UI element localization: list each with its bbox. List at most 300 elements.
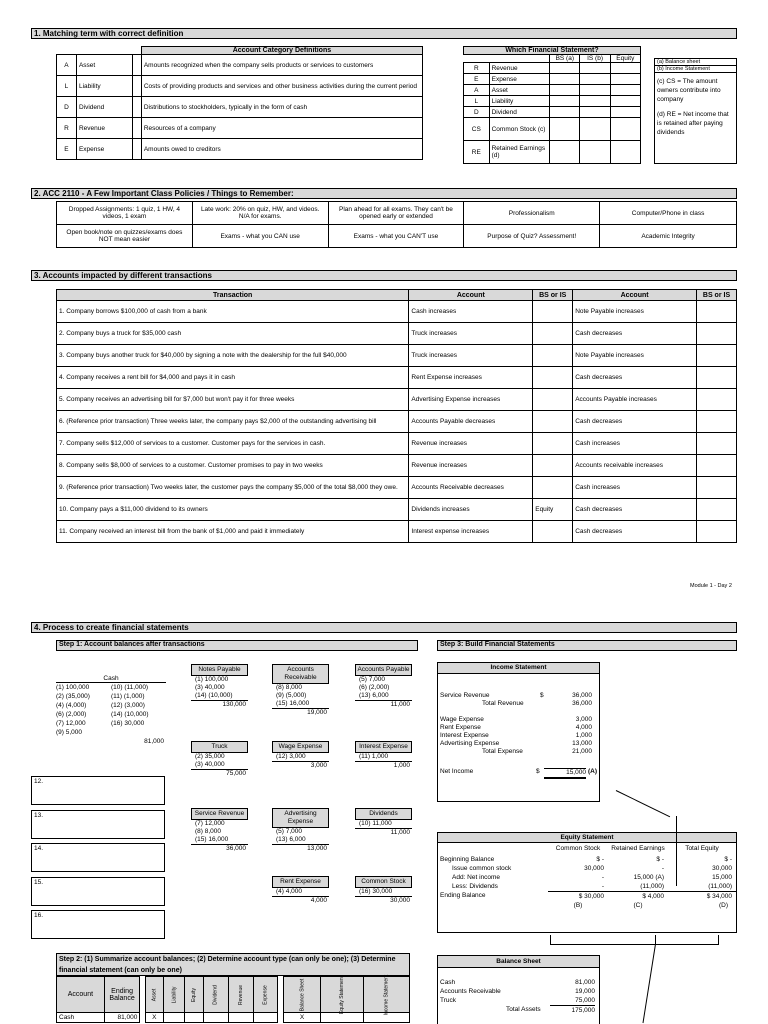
bsis-2[interactable] (697, 367, 737, 389)
cash-debit: (6) (2,000) (56, 711, 87, 718)
fs-col-equity: Equity (610, 55, 640, 63)
connector-line-a (616, 790, 670, 817)
cash-debit: (2) (35,000) (56, 693, 90, 700)
term-definition: Amounts recognized when the company sells products or services to customers (141, 55, 422, 76)
t-account-total: 11,000 (355, 828, 412, 837)
bsis-1[interactable]: Equity (533, 499, 573, 521)
blank-entry-box[interactable]: 14. (31, 843, 165, 872)
section-3-header: 3. Accounts impacted by different transactions (31, 270, 737, 281)
t-account-entry: (7) 12,000 (195, 820, 225, 827)
fs-cell[interactable] (610, 63, 640, 74)
fs-name: Dividend (489, 107, 550, 118)
policy-dropped: Dropped Assignments: 1 quiz, 1 HW, 4 videos, 1 exam (57, 202, 193, 225)
t-account-entry: (5) 7,000 (359, 676, 386, 683)
col-account-1: Account (409, 290, 533, 301)
fs-cell[interactable] (610, 107, 640, 118)
income-sign (540, 724, 548, 732)
account-1: Advertising Expense increases (409, 389, 533, 411)
fs-cell[interactable] (550, 85, 580, 96)
account-1: Cash increases (409, 301, 533, 323)
income-statement (437, 662, 600, 802)
equity-col-cs: Common Stock (555, 845, 601, 852)
t-account-title: Wage Expense (272, 741, 329, 753)
section-4-header: 4. Process to create financial statements (31, 622, 737, 633)
t-account-total: 19,000 (272, 708, 329, 717)
transaction-row (57, 433, 737, 455)
fs-code: A (464, 85, 490, 96)
balance-label: Cash (440, 979, 456, 986)
bsis-1[interactable] (533, 323, 573, 345)
equity-tag-d: (D) (718, 902, 728, 909)
income-value: 3,000 (575, 716, 592, 723)
income-tag: (A) (587, 768, 597, 775)
balance-value: 19,000 (575, 988, 595, 995)
fs-name: Liability (489, 96, 550, 107)
income-row (440, 732, 597, 740)
definition-row (57, 97, 423, 118)
definition-row (57, 139, 423, 160)
balance-label: Total Assets (506, 1006, 541, 1013)
transaction-text: 11. Company received an interest bill from the bank of $1,000 and paid it immediately (57, 521, 409, 543)
cash-total: 81,000 (144, 738, 164, 745)
income-row (440, 748, 597, 756)
equity-value: (11,000) (640, 883, 664, 890)
term-answer-blank[interactable] (132, 76, 141, 97)
term-answer-blank[interactable] (132, 55, 141, 76)
equity-title: Equity Statement (438, 833, 736, 843)
t-account (272, 876, 329, 905)
fs-row (464, 74, 641, 85)
fs-cell[interactable] (580, 74, 610, 85)
term-name: Expense (76, 139, 132, 160)
account-1: Truck increases (409, 323, 533, 345)
equity-value: 15,000 (712, 874, 732, 881)
bsis-2[interactable] (697, 345, 737, 367)
connector-to-balance (642, 944, 656, 1023)
income-sign (540, 700, 548, 708)
policy-plan: Plan ahead for all exams. They can't be opened early or extended (328, 202, 464, 225)
equity-statement (437, 832, 737, 933)
balance-title: Balance Sheet (438, 956, 599, 968)
transaction-text: 8. Company sells $8,000 of services to a customer. Customer promises to pay in two weeks (57, 455, 409, 477)
col-bsis-1: BS or IS (533, 290, 573, 301)
policy-professionalism: Professionalism (464, 202, 600, 225)
term-definition: Distributions to stockholders, typically in the form of cash (141, 97, 422, 118)
t-account-title: Notes Payable (191, 664, 248, 676)
fs-code: D (464, 107, 490, 118)
account-1: Revenue increases (409, 433, 533, 455)
income-label: Total Expense (482, 748, 523, 755)
cash-credit: (14) (10,000) (111, 711, 149, 718)
transaction-row (57, 499, 737, 521)
fs-code: RE (464, 141, 490, 164)
balance-value: 81,000 (575, 979, 595, 986)
cash-t-account (56, 674, 166, 746)
income-value: 13,000 (572, 740, 592, 747)
fs-cell[interactable] (610, 74, 640, 85)
t-account-title: Truck (191, 741, 248, 753)
transaction-row (57, 301, 737, 323)
step-1-header: Step 1: Account balances after transactions (56, 640, 418, 651)
equity-value: $ - (596, 856, 604, 863)
cash-debit: (4) (4,000) (56, 702, 87, 709)
bsis-1[interactable] (533, 433, 573, 455)
income-title: Income Statement (438, 663, 599, 674)
fs-row (464, 96, 641, 107)
income-row (440, 724, 597, 732)
term-definition: Costs of providing products and services and other business activities during the current period (141, 76, 422, 97)
fs-name: Revenue (489, 63, 550, 74)
step2-col-es: Equity Statement (321, 977, 364, 1013)
t-account (191, 808, 248, 853)
transaction-row (57, 323, 737, 345)
cash-title: Cash (56, 674, 166, 683)
fs-cell[interactable] (580, 63, 610, 74)
balance-label: Truck (440, 997, 457, 1004)
transactions-table (56, 289, 737, 543)
income-label: Rent Expense (440, 724, 481, 731)
fs-cell[interactable] (580, 107, 610, 118)
income-sign (540, 716, 548, 724)
t-account-total: 130,000 (191, 700, 248, 709)
account-1: Accounts Payable decreases (409, 411, 533, 433)
cash-credit: (16) 30,000 (111, 720, 145, 727)
term-answer-blank[interactable] (132, 139, 141, 160)
transaction-text: 5. Company receives an advertising bill for $7,000 but won't pay it for three weeks (57, 389, 409, 411)
t-account-total: 1,000 (355, 761, 412, 770)
fs-cell[interactable] (580, 118, 610, 141)
fs-cell[interactable] (580, 141, 610, 164)
t-account-entry: (14) (10,000) (195, 692, 233, 699)
bsis-1[interactable] (533, 367, 573, 389)
bsis-1[interactable] (533, 389, 573, 411)
fs-cell[interactable] (610, 118, 640, 141)
income-value: 36,000 (572, 700, 592, 707)
financial-statement-table (463, 46, 641, 164)
transaction-row (57, 411, 737, 433)
bsis-1[interactable] (533, 411, 573, 433)
blank-entry-box[interactable]: 12. (31, 776, 165, 805)
transaction-text: 6. (Reference prior transaction) Three weeks later, the company pays $2,000 of the outstanding advertising bill (57, 411, 409, 433)
t-account (272, 664, 329, 717)
step-2-header: Step 2: (1) Summarize account balances; (2) Determine account type (can only be one); (3) Determine financial statement (can only be one) (56, 953, 410, 976)
equity-row (438, 855, 736, 864)
t-account-title: Dividends (355, 808, 412, 820)
equity-row (438, 891, 736, 901)
step2-col-balance: Ending Balance (104, 977, 140, 1013)
account-1: Dividends increases (409, 499, 533, 521)
bsis-1[interactable] (533, 345, 573, 367)
transaction-text: 10. Company pays a $11,000 dividend to its owners (57, 499, 409, 521)
bsis-1[interactable] (533, 477, 573, 499)
t-account-entry: (3) 40,000 (195, 684, 225, 691)
bsis-1[interactable] (533, 301, 573, 323)
step-2-table (56, 976, 410, 1023)
fs-name: Retained Earnings (d) (489, 141, 550, 164)
cash-credit: (11) (1,000) (111, 693, 145, 700)
t-account-entry: (15) 16,000 (195, 836, 229, 843)
balance-sheet (437, 955, 600, 1024)
step2-col-asset: Asset (146, 977, 164, 1013)
fs-code: E (464, 74, 490, 85)
t-account-total: 30,000 (355, 896, 412, 905)
t-account-total: 75,000 (191, 769, 248, 778)
t-account-total: 3,000 (272, 761, 329, 770)
fs-cell[interactable] (610, 96, 640, 107)
bsis-2[interactable] (697, 477, 737, 499)
step2-col-expense: Expense (253, 977, 277, 1013)
step2-cash-asset: X (146, 1013, 164, 1023)
income-label: Wage Expense (440, 716, 484, 723)
step2-col-liability: Liability (163, 977, 185, 1013)
account-2: Accounts Payable increases (573, 389, 697, 411)
policy-purpose: Purpose of Quiz? Assessment! (464, 225, 600, 248)
connector-line-a-down (676, 816, 677, 886)
cash-debit: (1) 100,000 (56, 684, 90, 691)
account-2: Note Payable increases (573, 345, 697, 367)
account-1: Rent Expense increases (409, 367, 533, 389)
definitions-table (56, 46, 423, 160)
account-1: Revenue increases (409, 455, 533, 477)
bsis-1[interactable] (533, 521, 573, 543)
equity-value: $ 4,000 (608, 891, 668, 901)
income-label: Advertising Expense (440, 740, 500, 747)
equity-col-re: Retained Earnings (611, 845, 665, 852)
footer-label: Module 1 - Day 2 (690, 583, 732, 589)
term-name: Asset (76, 55, 132, 76)
equity-value: $ - (724, 856, 732, 863)
fs-cell[interactable] (550, 107, 580, 118)
account-2: Cash decreases (573, 367, 697, 389)
t-account-entry: (16) 30,000 (359, 888, 393, 895)
fs-col-is: IS (b) (580, 55, 610, 63)
policy-can-use: Exams - what you CAN use (192, 225, 328, 248)
bsis-2[interactable] (697, 455, 737, 477)
fs-cell[interactable] (550, 96, 580, 107)
fs-row (464, 107, 641, 118)
t-account-entry: (15) 16,000 (276, 700, 310, 707)
t-account-title: Accounts Receivable (272, 664, 329, 684)
t-account-entry: (8) 8,000 (276, 684, 303, 691)
fs-cell[interactable] (550, 63, 580, 74)
income-label: Total Revenue (482, 700, 524, 707)
blank-entry-box[interactable]: 15. (31, 877, 165, 906)
t-account-title: Rent Expense (272, 876, 329, 888)
term-name: Liability (76, 76, 132, 97)
term-answer-blank[interactable] (132, 97, 141, 118)
account-2: Cash decreases (573, 499, 697, 521)
step2-cash-bs: X (283, 1013, 321, 1023)
fs-cell[interactable] (550, 118, 580, 141)
income-sign (540, 740, 548, 748)
col-bsis-2: BS or IS (697, 290, 737, 301)
bsis-2[interactable] (697, 389, 737, 411)
col-account-2: Account (573, 290, 697, 301)
account-2: Cash increases (573, 477, 697, 499)
note-b: (b) Income Statement (655, 66, 736, 73)
t-account (272, 808, 329, 853)
connector-c (655, 935, 656, 944)
income-sign: $ (536, 768, 540, 775)
t-account-total: 13,000 (272, 844, 329, 853)
blank-entry-box[interactable]: 16. (31, 910, 165, 939)
section-2-header: 2. ACC 2110 - A Few Important Class Policies / Things to Remember: (31, 188, 737, 199)
account-1: Truck increases (409, 345, 533, 367)
bsis-1[interactable] (533, 455, 573, 477)
t-account (355, 664, 412, 709)
definition-row (57, 55, 423, 76)
term-answer-blank[interactable] (132, 118, 141, 139)
note-a: (a) Balance sheet (655, 59, 736, 66)
equity-label: Beginning Balance (440, 856, 495, 863)
t-account-title: Advertising Expense (272, 808, 329, 828)
note-d: (d) RE = Net income that is retained after paying dividends (657, 111, 729, 136)
income-value: 36,000 (572, 692, 592, 699)
term-code: L (57, 76, 77, 97)
account-2: Note Payable increases (573, 301, 697, 323)
fs-row (464, 118, 641, 141)
cash-credit: (10) (11,000) (111, 684, 149, 691)
income-value: 15,000 (544, 768, 586, 779)
balance-row (440, 996, 597, 1005)
account-1: Accounts Receivable decreases (409, 477, 533, 499)
fs-col-bs: BS (a) (550, 55, 580, 63)
cash-debit: (7) 12,000 (56, 720, 86, 727)
step2-col-dividend: Dividend (204, 977, 228, 1013)
income-row (440, 692, 597, 700)
t-account-entry: (10) 11,000 (359, 820, 392, 827)
t-account-title: Service Revenue (191, 808, 248, 820)
cash-debit: (9) 5,000 (56, 729, 83, 736)
fs-cell[interactable] (610, 85, 640, 96)
t-account-entry: (4) 4,000 (276, 888, 303, 895)
transaction-row (57, 367, 737, 389)
section-1-header: 1. Matching term with correct definition (31, 28, 737, 39)
equity-row (438, 882, 736, 891)
equity-label: Ending Balance (440, 892, 486, 899)
account-2: Accounts receivable increases (573, 455, 697, 477)
equity-value: 15,000 (A) (633, 874, 664, 881)
account-2: Cash increases (573, 433, 697, 455)
t-account-entry: (2) 35,000 (195, 753, 225, 760)
account-2: Cash decreases (573, 411, 697, 433)
balance-row (440, 978, 597, 987)
t-account-title: Accounts Payable (355, 664, 412, 676)
fs-name: Expense (489, 74, 550, 85)
income-sign: $ (540, 692, 544, 699)
equity-value: $ - (656, 856, 664, 863)
policies-table (56, 201, 737, 248)
term-code: E (57, 139, 77, 160)
income-label: Net Income (440, 768, 474, 775)
fs-cell[interactable] (550, 74, 580, 85)
equity-value: 30,000 (584, 865, 604, 872)
policy-phone: Computer/Phone in class (600, 202, 737, 225)
policy-late: Late work: 20% on quiz, HW, and videos. N/A for exams. (192, 202, 328, 225)
transaction-row (57, 389, 737, 411)
account-2: Cash decreases (573, 323, 697, 345)
balance-label: Accounts Receivable (440, 988, 501, 995)
t-account-entry: (9) (5,000) (276, 692, 307, 699)
transaction-row (57, 521, 737, 543)
t-account-entry: (13) 6,000 (359, 692, 389, 699)
connector-d (718, 935, 719, 944)
fs-header: Which Financial Statement? (464, 47, 641, 55)
step2-col-is: Income Statement (364, 977, 410, 1013)
fs-cell[interactable] (580, 96, 610, 107)
t-account (355, 741, 412, 770)
income-label: Interest Expense (440, 732, 489, 739)
fs-code: L (464, 96, 490, 107)
equity-label: Issue common stock (452, 865, 512, 872)
notes-box (654, 58, 737, 164)
t-account-entry: (1) 100,000 (195, 676, 229, 683)
transaction-text: 7. Company sells $12,000 of services to a customer. Customer pays for the services in cash. (57, 433, 409, 455)
income-row (440, 768, 597, 779)
cash-credit: (12) (3,000) (111, 702, 145, 709)
transaction-row (57, 345, 737, 367)
balance-row (440, 1005, 597, 1015)
fs-cell[interactable] (550, 141, 580, 164)
t-account-entry: (6) (2,000) (359, 684, 390, 691)
term-code: R (57, 118, 77, 139)
transaction-text: 3. Company buys another truck for $40,000 by signing a note with the dealership for the full $40,000 (57, 345, 409, 367)
term-name: Revenue (76, 118, 132, 139)
fs-cell[interactable] (610, 141, 640, 164)
equity-col-total: Total Equity (685, 845, 719, 852)
transaction-text: 1. Company borrows $100,000 of cash from a bank (57, 301, 409, 323)
bsis-2[interactable] (697, 433, 737, 455)
fs-cell[interactable] (580, 85, 610, 96)
transaction-text: 2. Company buys a truck for $35,000 cash (57, 323, 409, 345)
balance-value: 175,000 (550, 1005, 595, 1015)
step2-cash-account: Cash (57, 1013, 105, 1023)
income-row (440, 700, 597, 708)
fs-row (464, 63, 641, 74)
blank-entry-box[interactable]: 13. (31, 810, 165, 839)
bsis-2[interactable] (697, 521, 737, 543)
bsis-2[interactable] (697, 411, 737, 433)
transaction-text: 9. (Reference prior transaction) Two weeks later, the customer pays the company $5,000 of the total $8,000 they owe. (57, 477, 409, 499)
bsis-2[interactable] (697, 499, 737, 521)
t-account-entry: (12) 3,000 (276, 753, 306, 760)
step2-col-equity: Equity (185, 977, 204, 1013)
equity-tag-b: (B) (573, 902, 583, 909)
definition-row (57, 118, 423, 139)
equity-value: (11,000) (708, 883, 732, 890)
definition-row (57, 76, 423, 97)
definitions-header: Account Category Definitions (141, 47, 422, 55)
t-account-entry: (11) 1,000 (359, 753, 389, 760)
t-account-entry: (13) 6,000 (276, 836, 306, 843)
income-value: 1,000 (575, 732, 592, 739)
t-account-total: 36,000 (191, 844, 248, 853)
transaction-row (57, 455, 737, 477)
step-3-header: Step 3: Build Financial Statements (437, 640, 737, 651)
step2-cash-balance: 81,000 (104, 1013, 140, 1023)
income-label: Service Revenue (440, 692, 490, 699)
bsis-2[interactable] (697, 301, 737, 323)
t-account (272, 741, 329, 770)
equity-tag-c: (C) (633, 902, 643, 909)
bsis-2[interactable] (697, 323, 737, 345)
account-2: Cash decreases (573, 521, 697, 543)
fs-code: R (464, 63, 490, 74)
equity-row (438, 873, 736, 882)
term-definition: Resources of a company (141, 118, 422, 139)
step2-col-bs: Balance Sheet (283, 977, 321, 1013)
t-account-title: Common Stock (355, 876, 412, 888)
